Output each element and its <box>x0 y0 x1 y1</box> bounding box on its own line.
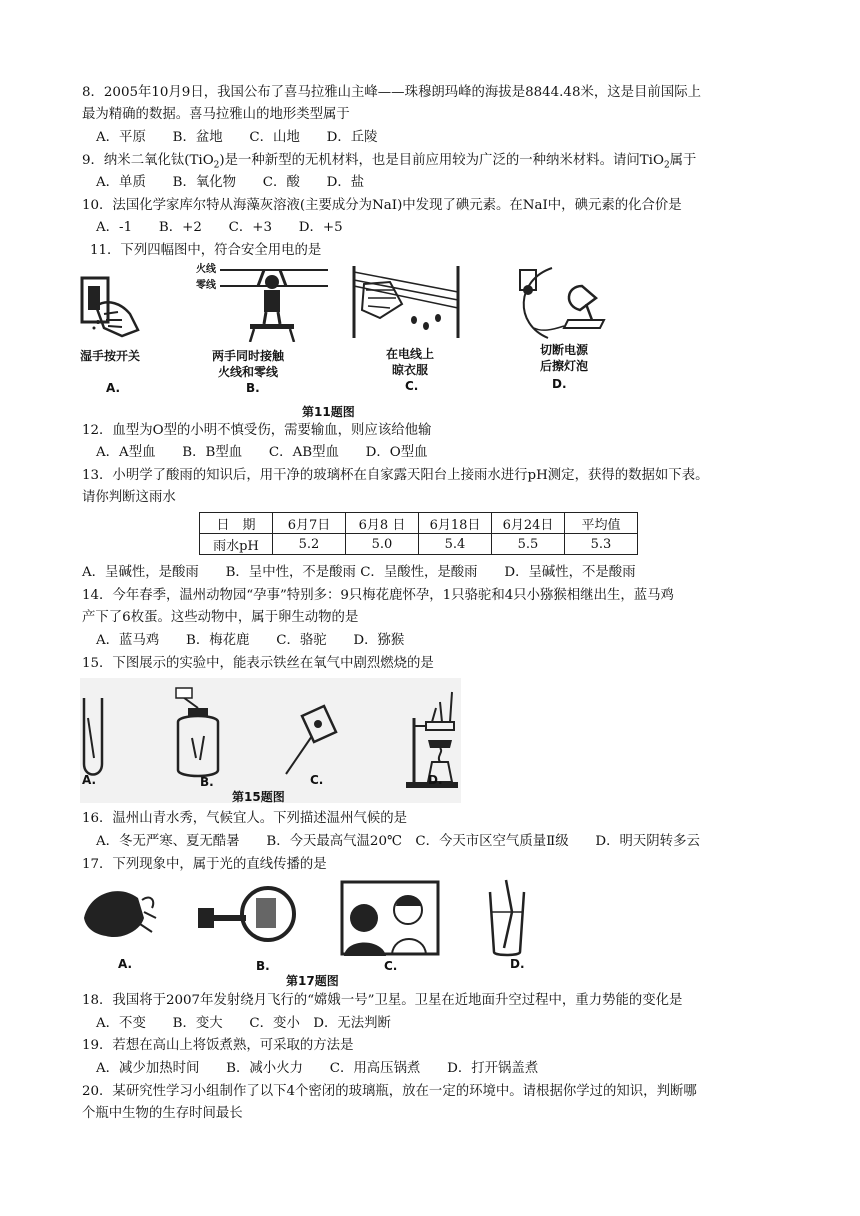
q9-sub2: 2 <box>663 160 670 171</box>
q9-sub1: 2 <box>213 160 220 171</box>
q13-ph-table <box>199 512 638 555</box>
q10-stem: 10．法国化学家库尔特从海藻灰溶液(主要成分为NaI)中发现了碘元素。在NaI中，碘元素的化合价是 <box>82 198 682 213</box>
q15-letter-c: C. <box>310 773 324 787</box>
table-header-cell: 6月24日 <box>492 513 565 534</box>
q11-caption-b2: 火线和零线 <box>218 365 279 379</box>
q11-letter-c: C. <box>405 379 419 393</box>
q13-stem-line1: 13．小明学了酸雨的知识后，用干净的玻璃杯在自家露天阳台上接雨水进行pH测定，获得的数据如下表。 <box>82 468 709 483</box>
q15-figure-drawing <box>80 678 461 803</box>
q14-stem-line1: 14．今年春季，温州动物园“孕事”特别多：9只梅花鹿怀孕，1只骆驼和4只小猕猴相继出生，蓝马鸡 <box>82 588 674 603</box>
q8-options: A．平原 B．盆地 C．山地 D．丘陵 <box>96 130 378 145</box>
q14-options: A．蓝马鸡 B．梅花鹿 C．骆驼 D．猕猴 <box>96 633 405 648</box>
q15-figure-title: 第15题图 <box>232 790 285 804</box>
q11-figure-title: 第11题图 <box>302 405 355 419</box>
table-cell: 5.0 <box>346 534 419 555</box>
q13-stem-line2: 请你判断这雨水 <box>82 490 176 505</box>
q19-options: A．减少加热时间 B．减小火力 C．用高压锅煮 D．打开锅盖煮 <box>96 1061 539 1076</box>
q11-stem: 11．下列四幅图中，符合安全用电的是 <box>90 243 322 258</box>
table-cell: 雨水pH <box>200 534 273 555</box>
q11-figure-b-touching-wires <box>220 262 330 342</box>
q11-caption-a: 湿手按开关 <box>80 349 141 363</box>
q17-letter-a: A. <box>118 957 133 971</box>
q9-stem-a: 9．纳米二氧化钛(TiO <box>82 153 214 168</box>
q11-label-neutral-wire: 零线 <box>196 280 216 291</box>
q11-figure-a-wet-hand-switch <box>78 270 148 340</box>
table-cell: 5.5 <box>492 534 565 555</box>
q20-stem-line2: 个瓶中生物的生存时间最长 <box>82 1106 243 1121</box>
q11-figure-c-clothes-on-wire <box>350 264 466 340</box>
q18-options: A．不变 B．变大 C．变小 D．无法判断 <box>96 1016 391 1031</box>
q15-stem: 15．下图展示的实验中，能表示铁丝在氧气中剧烈燃烧的是 <box>82 656 434 671</box>
q9-options: A．单质 B．氧化物 C．酸 D．盐 <box>96 175 365 190</box>
table-header-cell: 6月8 日 <box>346 513 419 534</box>
table-header-cell: 日 期 <box>200 513 273 534</box>
q11-caption-b1: 两手同时接触 <box>212 349 285 363</box>
table-row <box>200 534 638 555</box>
q11-caption-d1: 切断电源 <box>540 343 589 357</box>
table-cell: 5.2 <box>273 534 346 555</box>
q15-figure <box>80 678 461 803</box>
q17-stem: 17．下列现象中，属于光的直线传播的是 <box>82 857 327 872</box>
q17-figure <box>80 878 550 958</box>
q11-letter-b: B. <box>246 381 260 395</box>
q11-figure-d-lamp <box>512 264 612 340</box>
q12-stem: 12．血型为O型的小明不慎受伤，需要输血，则应该给他输 <box>82 423 432 438</box>
q15-letter-a: A. <box>82 773 97 787</box>
q11-letter-d: D. <box>552 377 567 391</box>
q9-stem-c: 属于 <box>669 153 697 168</box>
q10-options: A．-1 B．+2 C．+3 D．+5 <box>96 220 343 235</box>
q16-options: A．冬无严寒、夏无酷暑 B．今天最高气温20℃ C．今天市区空气质量Ⅱ级 D．明天阴转多云 <box>96 834 700 849</box>
q9-stem-b: )是一种新型的无机材料，也是目前应用较为广泛的一种纳米材料。请问TiO <box>219 153 664 168</box>
q11-caption-d2: 后擦灯泡 <box>540 359 589 373</box>
q8-stem-line2: 最为精确的数据。喜马拉雅山的地形类型属于 <box>82 107 350 122</box>
q15-letter-d: D. <box>428 773 443 787</box>
q11-letter-a: A. <box>106 381 121 395</box>
q12-options: A．A型血 B．B型血 C．AB型血 D．O型血 <box>96 445 428 460</box>
q17-letter-b: B. <box>256 959 270 973</box>
table-cell: 5.4 <box>419 534 492 555</box>
table-row <box>200 513 638 534</box>
q14-stem-line2: 产下了6枚蛋。这些动物中，属于卵生动物的是 <box>82 610 359 625</box>
q11-caption-c2: 晾衣服 <box>392 363 429 377</box>
q11-label-live-wire: 火线 <box>196 264 216 275</box>
table-header-cell: 6月18日 <box>419 513 492 534</box>
q15-letter-b: B. <box>200 775 214 789</box>
q18-stem: 18．我国将于2007年发射绕月飞行的“嫦娥一号”卫星。卫星在近地面升空过程中，重力势能的变化是 <box>82 993 683 1008</box>
table-header-cell: 平均值 <box>565 513 638 534</box>
q17-figure-title: 第17题图 <box>286 974 339 988</box>
q13-options: A．呈碱性，是酸雨 B．呈中性，不是酸雨 C．呈酸性，是酸雨 D．呈碱性，不是酸雨 <box>82 565 636 580</box>
q8-stem-line1: 8．2005年10月9日，我国公布了喜马拉雅山主峰——珠穆朗玛峰的海拔是8844.48米，这是目前国际上 <box>82 85 701 100</box>
q20-stem-line1: 20．某研究性学习小组制作了以下4个密闭的玻璃瓶，放在一定的环境中。请根据你学过的知识，判断哪 <box>82 1084 697 1099</box>
table-header-cell: 6月7日 <box>273 513 346 534</box>
q17-letter-c: C. <box>384 959 398 973</box>
q11-caption-c1: 在电线上 <box>386 347 435 361</box>
table-cell: 5.3 <box>565 534 638 555</box>
q19-stem: 19．若想在高山上将饭煮熟，可采取的方法是 <box>82 1038 354 1053</box>
q16-stem: 16．温州山青水秀，气候宜人。下列描述温州气候的是 <box>82 811 408 826</box>
q17-letter-d: D. <box>510 957 525 971</box>
